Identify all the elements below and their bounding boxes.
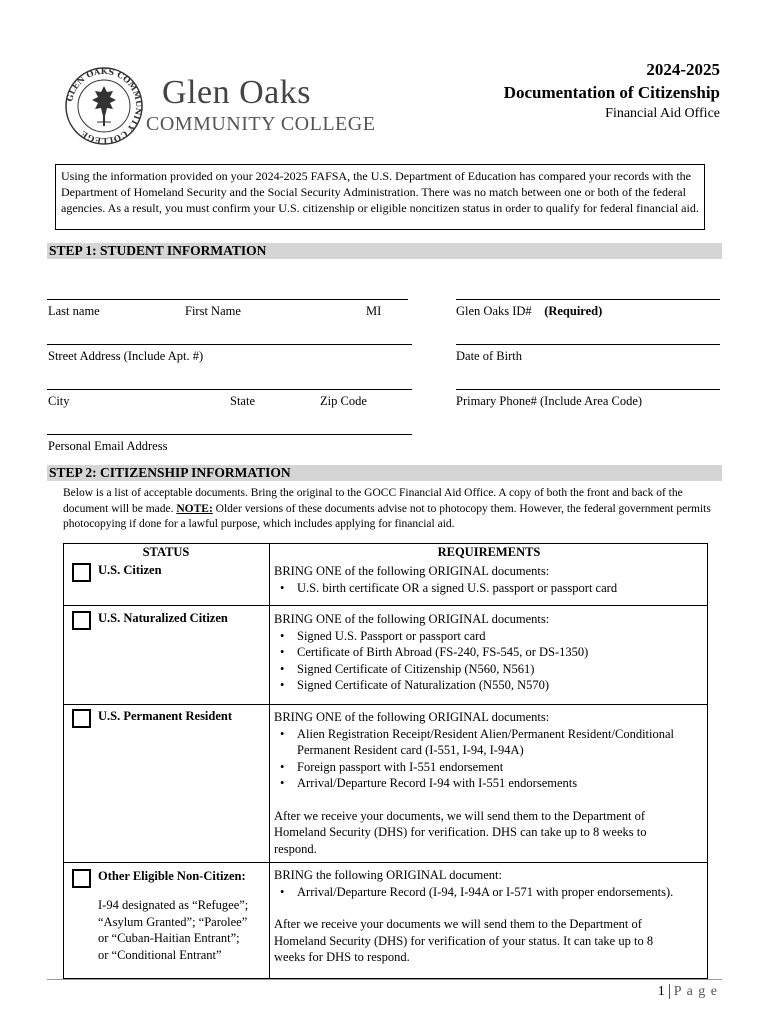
list-item: • Foreign passport with I-551 endorsement — [274, 759, 674, 776]
email-line[interactable] — [47, 434, 412, 435]
row-divider — [63, 605, 708, 606]
list-item: • Certificate of Birth Abroad (FS-240, FS-545, or DS-1350) — [274, 644, 588, 661]
document-year: 2024-2025 — [646, 60, 720, 79]
intro-notice: Using the information provided on your 2024-2025 FAFSA, the U.S. Department of Education has compared your records with the Department of Homeland Security and the Social Security Administration. There was no match between one or both of the federal agencies. As a result, you must confirm your U.S. citizenship or eligible noncitizen status in order to qualify for federal financial aid. — [55, 164, 705, 230]
row-divider — [63, 862, 708, 863]
step2-instructions: Below is a list of acceptable documents. Bring the original to the GOCC Financial Aid Office. A copy of both the front and back of the document will be made. NOTE: Older versions of these documents advise not to photocopy them. However, the federal government permits photocopying if done for a lawful purpose, which includes applying for financial aid. — [63, 487, 711, 530]
requirements-other-noncitizen: BRING the following ORIGINAL document: • Arrival/Departure Record (I-94, I-94A or I-571 with proper endorsements). After we receive your documents we will send them to the Department of Homeland Security (DHS) for verification of your status. It can take up to 8 weeks for DHS to respond. — [274, 867, 673, 966]
status-other-noncitizen: Other Eligible Non-Citizen: — [98, 869, 246, 883]
svg-text:GLEN OAKS COMMUNITY COLLEGE: GLEN OAKS COMMUNITY COLLEGE — [64, 66, 144, 146]
state-label: State — [230, 394, 255, 408]
city-label: City — [48, 394, 70, 408]
college-seal-logo — [64, 66, 144, 146]
mi-label: MI — [366, 304, 382, 318]
dob-line[interactable] — [456, 344, 720, 345]
street-label: Street Address (Include Apt. #) — [48, 349, 204, 363]
requirements-naturalized-citizen: BRING ONE of the following ORIGINAL documents: • Signed U.S. Passport or passport card • Certificate of Birth Abroad (FS-240, FS-545, or DS-1350) • Signed Certificate of Citizenship (N560, N561) • Signed Certificate of Naturalization (N550, N570) — [274, 611, 588, 694]
page-number: 1 P a g e — [657, 984, 718, 999]
status-permanent-resident: U.S. Permanent Resident — [98, 709, 233, 723]
requirements-column-header: REQUIREMENTS — [437, 545, 541, 559]
status-column-header: STATUS — [142, 545, 190, 559]
list-item: • Signed Certificate of Citizenship (N560, N561) — [274, 661, 588, 678]
first-name-label: First Name — [185, 304, 241, 318]
permanent-resident-note: After we receive your documents, we will send them to the Department of Homeland Security (DHS) for verification. DHS can take up to 8 weeks to respond. — [274, 808, 647, 856]
required-label: (Required) — [544, 304, 603, 318]
status-us-citizen: U.S. Citizen — [98, 563, 162, 577]
id-label: Glen Oaks ID# (Required) — [456, 304, 603, 318]
list-item: • Alien Registration Receipt/Resident Alien/Permanent Resident/Conditional Permanent Resident card (I-551, I-94, I-94A) — [274, 726, 674, 759]
logo-college-subtitle: COMMUNITY COLLEGE — [146, 113, 376, 135]
step1-heading: STEP 1: STUDENT INFORMATION — [47, 243, 722, 259]
list-item: • Arrival/Departure Record I-94 with I-551 endorsements — [274, 775, 674, 792]
other-noncitizen-note: After we receive your documents we will send them to the Department of Homeland Security (DHS) for verification of your status. It can take up to 8 weeks for DHS to respond. — [274, 917, 654, 964]
footer-divider — [47, 979, 722, 980]
email-label: Personal Email Address — [48, 439, 168, 453]
us-citizen-checkbox[interactable] — [72, 563, 91, 582]
id-line[interactable] — [456, 299, 720, 300]
row-divider — [63, 704, 708, 705]
document-title: Documentation of Citizenship — [503, 83, 720, 102]
requirements-us-citizen: BRING ONE of the following ORIGINAL documents: • U.S. birth certificate OR a signed U.S. passport or passport card — [274, 563, 617, 596]
list-item: • Arrival/Departure Record (I-94, I-94A or I-571 with proper endorsements). — [274, 884, 673, 901]
list-item: • Signed U.S. Passport or passport card — [274, 628, 588, 645]
step2-heading: STEP 2: CITIZENSHIP INFORMATION — [47, 465, 722, 481]
zip-label: Zip Code — [320, 394, 367, 408]
office-name: Financial Aid Office — [605, 106, 720, 121]
phone-line[interactable] — [456, 389, 720, 390]
city-line[interactable] — [47, 389, 412, 390]
permanent-resident-checkbox[interactable] — [72, 709, 91, 728]
requirements-permanent-resident: BRING ONE of the following ORIGINAL documents: • Alien Registration Receipt/Resident Alien/Permanent Resident/Conditional Permanent Resident card (I-551, I-94, I-94A) • Foreign passport with I-551 endorsement • Arrival/Departure Record I-94 with I-551 endorsements After we receive your documents, we will send them to the Department of Homeland Security (DHS) for verification. DHS can take up to 8 weeks to respond. — [274, 709, 674, 857]
list-item: • U.S. birth certificate OR a signed U.S. passport or passport card — [274, 580, 617, 597]
phone-label: Primary Phone# (Include Area Code) — [456, 394, 643, 408]
list-item: • Signed Certificate of Naturalization (N550, N570) — [274, 677, 588, 694]
last-name-label: Last name — [48, 304, 100, 318]
logo-college-name: Glen Oaks — [162, 74, 311, 111]
street-line[interactable] — [47, 344, 412, 345]
naturalized-citizen-checkbox[interactable] — [72, 611, 91, 630]
table-column-divider — [269, 543, 270, 979]
name-line[interactable] — [47, 299, 408, 300]
status-naturalized-citizen: U.S. Naturalized Citizen — [98, 611, 228, 625]
other-noncitizen-checkbox[interactable] — [72, 869, 91, 888]
dob-label: Date of Birth — [456, 349, 522, 363]
note-label: NOTE: — [176, 502, 213, 515]
other-noncitizen-designations: I-94 designated as “Refugee”; “Asylum Granted”; “Parolee” or “Cuban-Haitian Entrant”; or “Conditional Entrant” — [98, 898, 249, 962]
